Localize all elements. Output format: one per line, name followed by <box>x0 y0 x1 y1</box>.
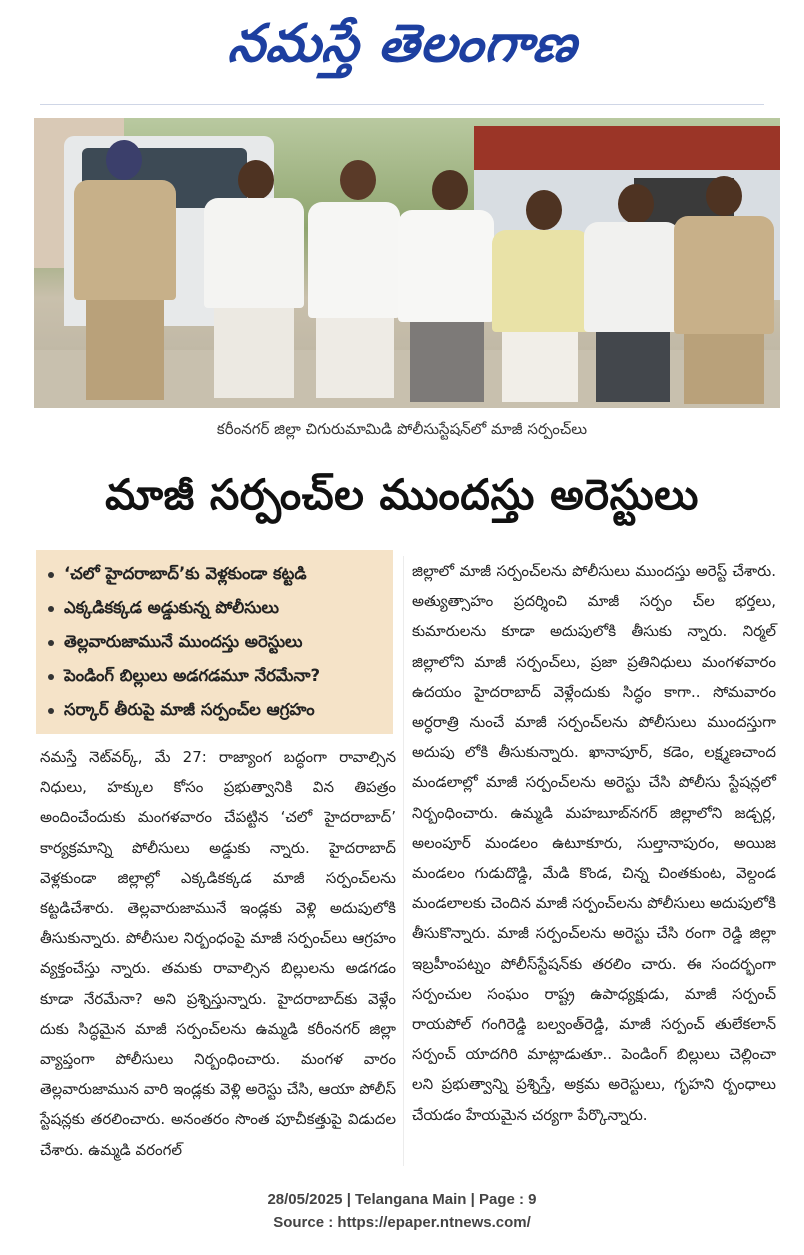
masthead <box>0 0 804 100</box>
highlights-box <box>36 550 393 734</box>
edition-info: 28/05/2025 | Telangana Main | Page : 9 <box>267 1191 537 1208</box>
source-link[interactable]: Source : https://epaper.ntnews.com/ <box>273 1214 531 1231</box>
body-paragraph: జిల్లాలో మాజీ సర్పంచ్‌లను పోలీసులు ముందస్తు అరెస్ట్ చేశారు. అత్యుత్సాహం ప్రదర్శించి మాజీ సర్పం చ్‌ల భర్తలు, కుమారులను కూడా అదుపులోకి తీసుకు న్నారు. నిర్మల్ జిల్లాలోని మాజీ సర్పంచ్‌లు, ప్రజా ప్రతినిధులు మంగళవారం ఉదయం హైదరాబాద్ వెళ్లేందుకు సిద్ధం కాగా.. సోమవారం అర్ధరాత్రి నుంచే మాజీ సర్పంచ్‌లను పోలీసులు ముందస్తుగా అదుపు లోకి తీసుకున్నారు. ఖానాపూర్, కడెం, లక్ష్మణచాంద మండలాల్లో మాజీ సర్పంచ్‌లను అరెస్టు చేసి పోలీసు స్టేషన్లలో నిర్బంధించారు. ఉమ్మడి మహబూబ్‌నగర్ జిల్లాలోని జడ్చర్ల, అలంపూర్ మండలం ఉటూకూరు, సుల్తానాపురం, అయిజ మండలం గుడుదొడ్డి, మేడి కొండ, చిన్న చింతకుంట, వెల్దండ మండలాలకు చెందిన మాజీ సర్పంచ్‌లను పోలీసులు అదుపులోకి తీసుకొన్నారు. మాజీ సర్పంచ్‌లను అరెస్టు చేసి రంగా రెడ్డి జిల్లా ఇబ్రహీంపట్నం పోలీస్‌స్టేషన్‌కు తరలిం చారు. ఈ సందర్భంగా సర్పంచుల సంఘం రాష్ట్ర ఉపాధ్యక్షుడు, మాజీ సర్పంచ్ రాయపోల్ గంగిరెడ్డి బల్వంత్‌రెడ్డి, మాజీ సర్పంచ్ తులేకలాన్ సర్పంచ్ యాదగిరి మాట్లాడుతూ.. పెండింగ్ బిల్లులు చెల్లించా లని ప్రభుత్వాన్ని ప్రశ్నిస్తే, అక్రమ అరెస్టులు, గృహని ర్బంధాలు చేయడం హేయమైన చర్యగా పేర్కొన్నారు. <box>412 562 776 1124</box>
body-paragraph: నమస్తే నెట్‌వర్క్, మే 27: రాజ్యాంగ బద్ధంగా రావాల్సిన నిధులు, హక్కుల కోసం ప్రభుత్వానికి విన తిపత్రం అందించేందుకు మంగళవారం చేపట్టిన ‘చలో హైదరాబాద్’ కార్యక్రమాన్ని పోలీసులు అడ్డుకు న్నారు. హైదరాబాద్ వెళ్లకుండా జిల్లాల్లో ఎక్కడికక్కడ మాజీ సర్పంచ్‌లను కట్టడిచేశారు. తెల్లవారుజామునే ఇండ్లకు వెళ్లి అదుపులోకి తీసుకున్నారు. పోలీసుల నిర్బంధంపై మాజీ సర్పంచ్‌లు ఆగ్రహం వ్యక్తంచేస్తు న్నారు. తమకు రావాల్సిన బిల్లులను అడగడం కూడా నేరమేనా? అని ప్రశ్నిస్తున్నారు. హైదరాబాద్‌కు వెళ్లేం దుకు సిద్ధమైన మాజీ సర్పంచ్‌లను ఉమ్మడి కరీంనగర్ జిల్లా వ్యాప్తంగా పోలీసులు నిర్బంధించారు. మంగళ వారం తెల్లవారుజామున వారి ఇండ్లకు వెళ్లి అరెస్టు చేసి, ఆయా పోలీస్ స్టేషన్లకు తరలించారు. అనంతరం సొంత పూచీకత్తుపై విడుదల చేశారు. ఉమ్మడి వరంగల్ <box>40 748 396 1159</box>
highlight-item: తెల్లవారుజామునే ముందస్తు అరెస్టులు <box>48 632 302 655</box>
article-headline: మాజీ సర్పంచ్‌ల ముందస్తు అరెస్టులు <box>105 470 699 519</box>
article-body-right <box>412 556 776 1130</box>
highlight-item: ‘చలో హైదరాబాద్’కు వెళ్లకుండా కట్టడి <box>48 564 307 587</box>
photo-caption: కరీంనగర్ జిల్లా చిగురుమామిడి పోలీసుస్టేషన్‌లో మాజీ సర్పంచ్‌లు <box>216 420 588 438</box>
news-photo <box>34 118 780 408</box>
highlight-item: సర్కార్ తీరుపై మాజీ సర్పంచ్‌ల ఆగ్రహం <box>48 700 315 723</box>
column-divider <box>403 556 404 1166</box>
article-body-left <box>40 742 396 1165</box>
highlight-item: పెండింగ్ బిల్లులు అడగడమూ నేరమేనా? <box>48 666 320 689</box>
masthead-divider <box>40 104 764 105</box>
highlight-item: ఎక్కడికక్కడ అడ్డుకున్న పోలీసులు <box>48 598 279 621</box>
newspaper-logo: నమస్తే తెలంగాణ <box>225 13 581 74</box>
